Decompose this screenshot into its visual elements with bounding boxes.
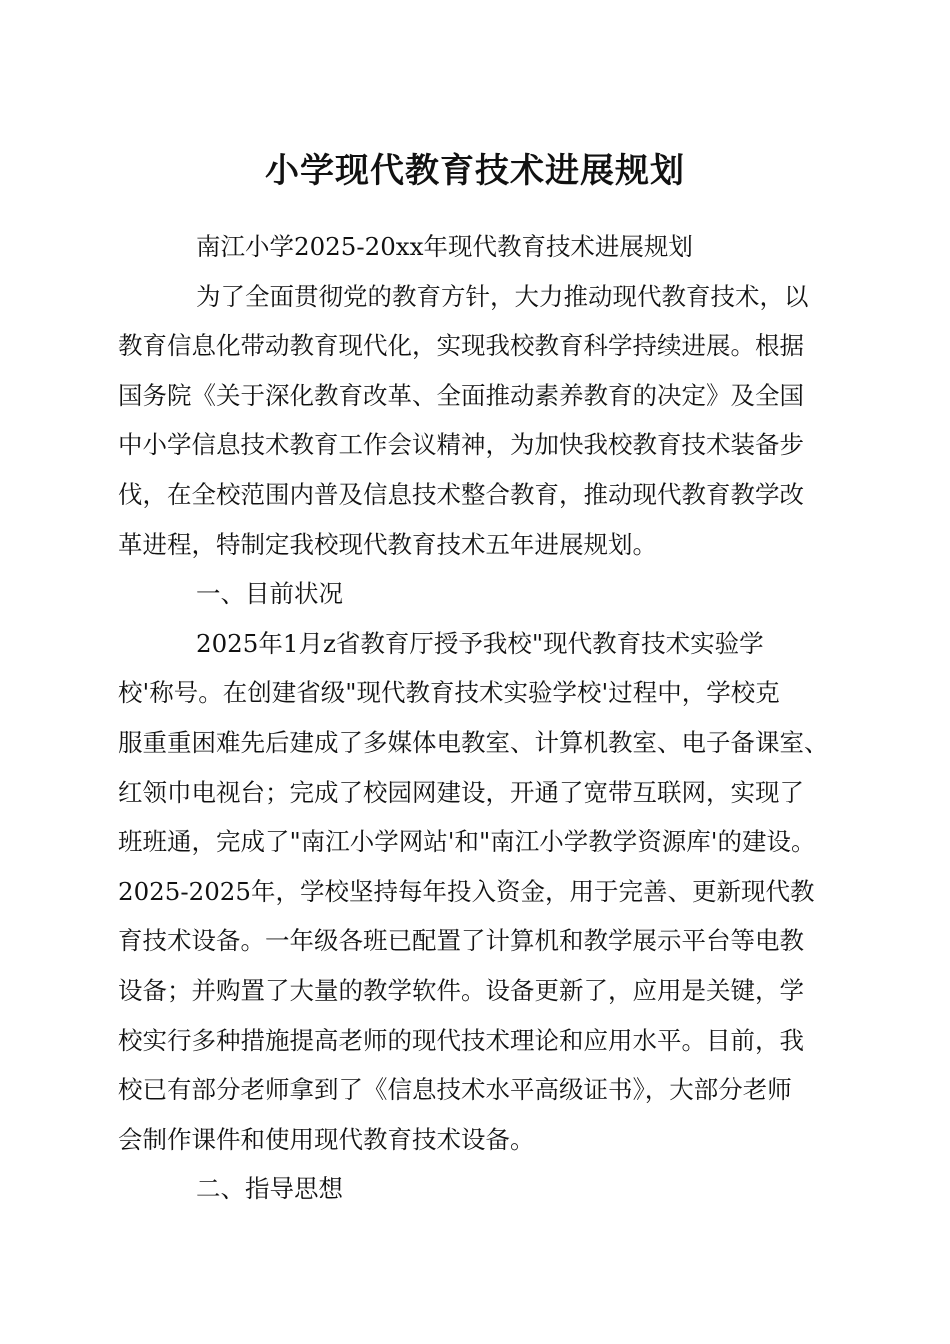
body-line: 国务院《关于深化教育改革、全面推动素养教育的决定》及全国 bbox=[118, 380, 804, 410]
body-line: 为了全面贯彻党的教育方针，大力推动现代教育技术，以 bbox=[196, 281, 809, 311]
document-title: 小学现代教育技术进展规划 bbox=[265, 151, 685, 191]
body-line: 南江小学2025-20xx年现代教育技术进展规划 bbox=[196, 232, 693, 261]
body-line: 服重重困难先后建成了多媒体电教室、计算机教室、电子备课室、 bbox=[118, 727, 829, 757]
body-line: 2025年1月z省教育厅授予我校"现代教育技术实验学 bbox=[196, 628, 764, 658]
body-line: 二、指导思想 bbox=[196, 1174, 343, 1204]
body-line: 校实行多种措施提高老师的现代技术理论和应用水平。目前，我 bbox=[118, 1025, 804, 1055]
document-body bbox=[118, 222, 850, 1214]
body-line: 伐，在全校范围内普及信息技术整合教育，推动现代教育教学改 bbox=[118, 479, 804, 509]
body-line: 中小学信息技术教育工作会议精神，为加快我校教育技术装备步 bbox=[118, 430, 804, 460]
body-line: 会制作课件和使用现代教育技术设备。 bbox=[118, 1124, 535, 1154]
body-line: 红领巾电视台；完成了校园网建设，开通了宽带互联网，实现了 bbox=[118, 777, 804, 807]
body-line: 育技术设备。一年级各班已配置了计算机和教学展示平台等电教 bbox=[118, 926, 804, 956]
body-line: 教育信息化带动教育现代化，实现我校教育科学持续进展。根据 bbox=[118, 331, 804, 361]
body-line: 校'称号。在创建省级"现代教育技术实验学校'过程中，学校克 bbox=[118, 678, 780, 708]
body-line: 设备；并购置了大量的教学软件。设备更新了，应用是关键，学 bbox=[118, 975, 804, 1005]
body-line: 校已有部分老师拿到了《信息技术水平高级证书》，大部分老师 bbox=[118, 1075, 792, 1105]
body-line: 一、目前状况 bbox=[196, 579, 343, 609]
body-line: 班班通，完成了"南江小学网站'和"南江小学教学资源库'的建设。 bbox=[118, 827, 816, 857]
body-line: 2025-2025年，学校坚持每年投入资金，用于完善、更新现代教 bbox=[118, 876, 815, 906]
body-line: 革进程，特制定我校现代教育技术五年进展规划。 bbox=[118, 529, 657, 559]
